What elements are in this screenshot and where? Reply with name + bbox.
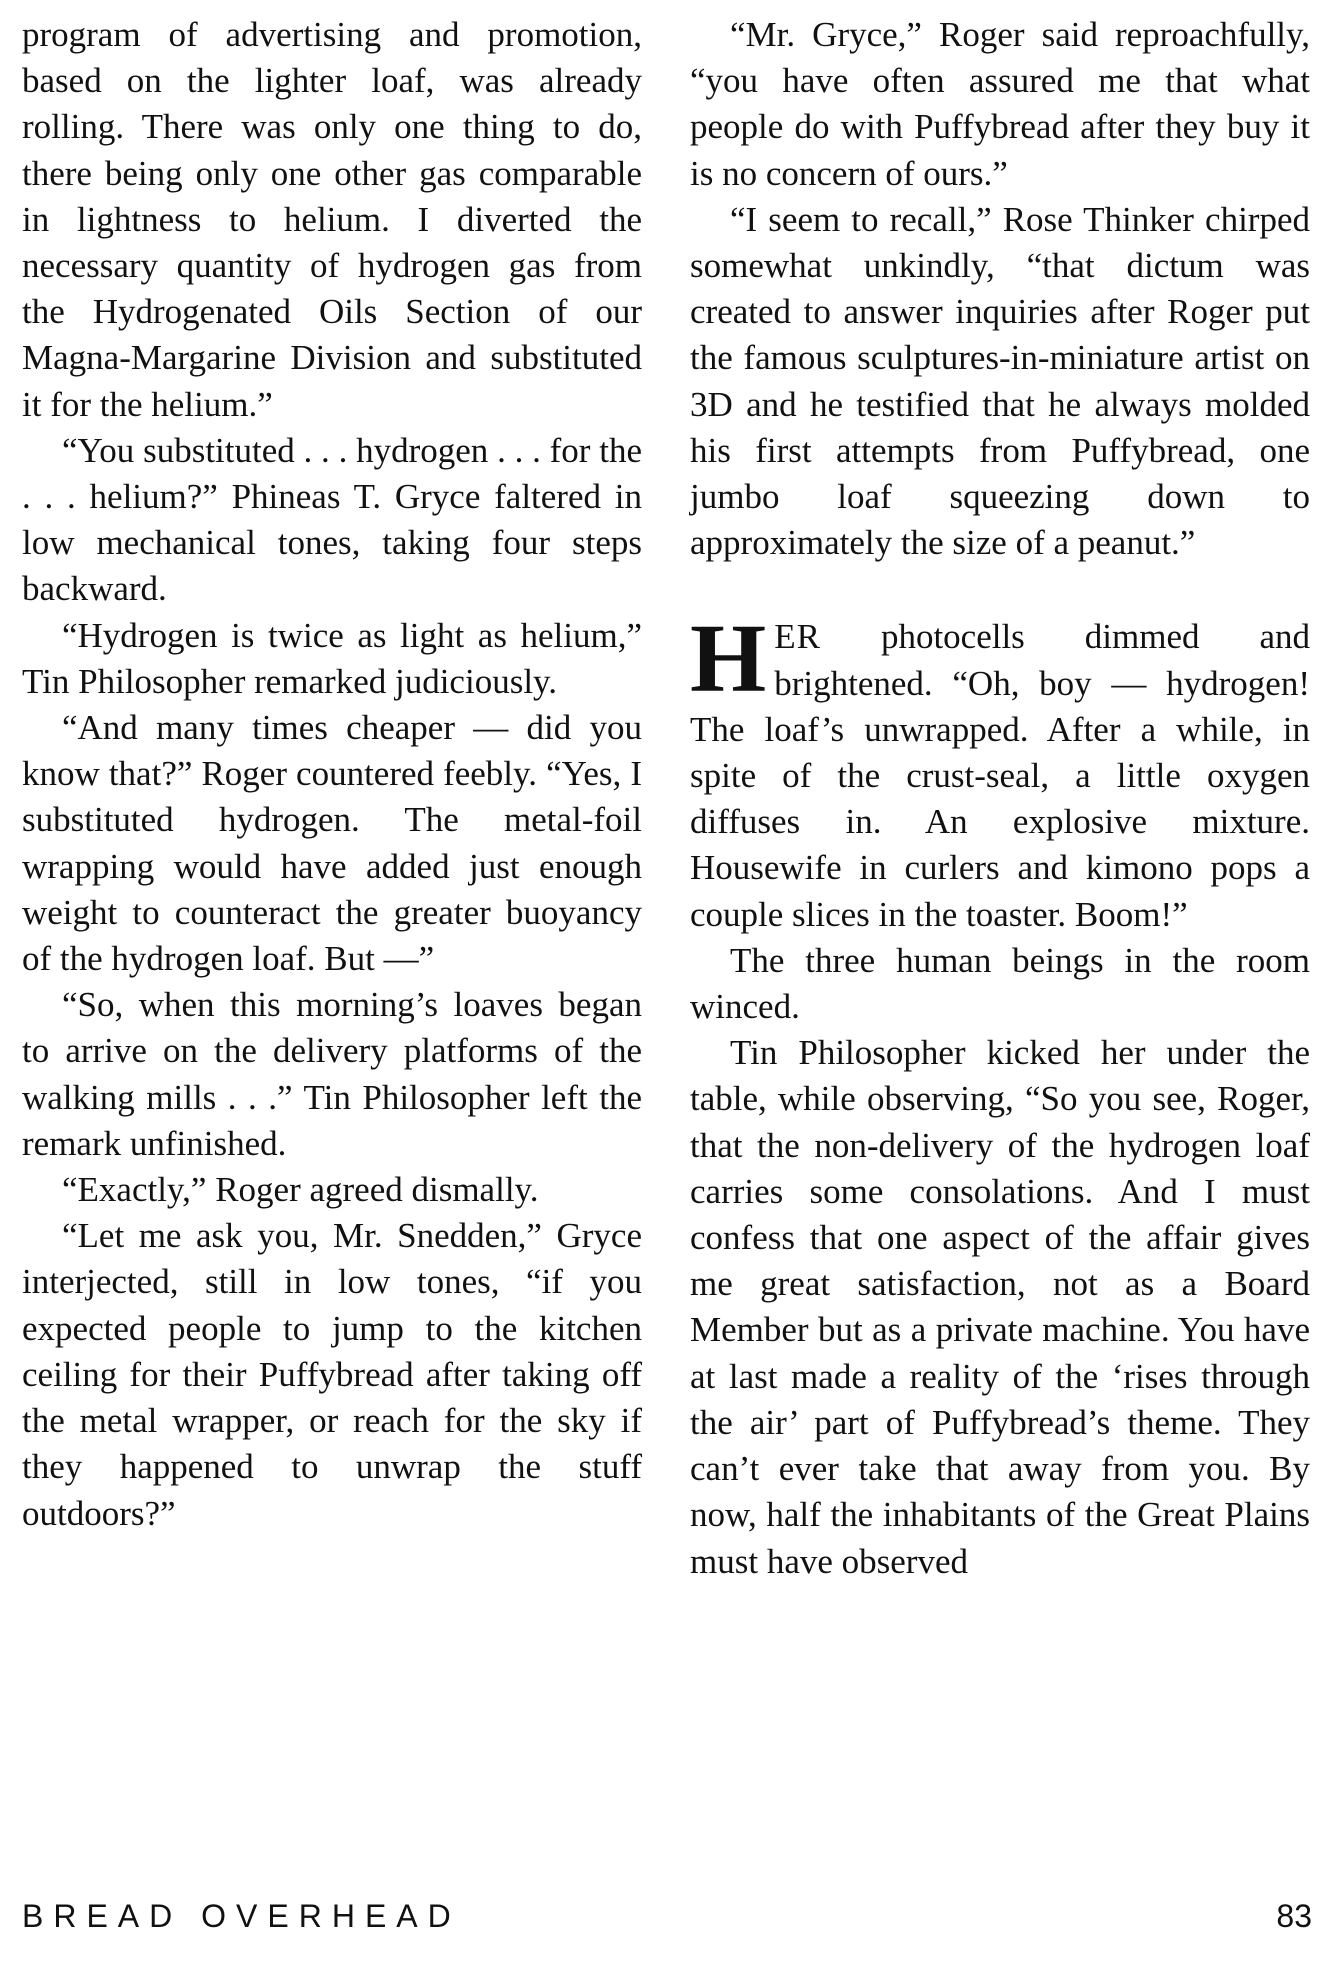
paragraph: “Let me ask you, Mr. Snedden,” Gryce interjected, still in low tones, “if you expected people to jump to the kitchen ceiling for their Puffybread after taking off the metal wrapper, or reach for the sky if they happened to unwrap the stuff outdoors?” <box>22 1216 642 1533</box>
paragraph-text: photocells dimmed and brightened. “Oh, boy — hydrogen! The loaf’s unwrapped. After a while, in spite of the crust-seal, a little oxygen diffuses in. An explosive mixture. Housewife in curlers and kimono pops a couple slices in the toaster. Boom!” <box>690 617 1310 934</box>
paragraph: The three human beings in the room winced. <box>690 940 1310 1027</box>
paragraph: Tin Philosopher kicked her under the table, while observing, “So you see, Roger, that the non-delivery of the hydrogen loaf carries some consolations. And I must confess that one aspect of the affair gives me great satisfaction, not as a Board Member but as a private machine. You have at last made a reality of the ‘rises through the air’ part of Puffybread’s theme. They can’t ever take that away from you. By now, half the inhabitants of the Great Plains must have observed <box>690 1033 1310 1581</box>
paragraph: “I seem to recall,” Rose Thinker chirped somewhat unkindly, “that dictum was created to answer inquiries after Roger put the famous sculptures-in-miniature artist on 3D and he testified that he always molded his first attempts from Puffybread, one jumbo loaf squeezing down to approximately the size of a peanut.” <box>690 199 1310 563</box>
page-footer <box>22 1898 1312 1942</box>
paragraph: “So, when this morning’s loaves began to arrive on the delivery platforms of the walking mills . . .” Tin Philosopher left the remark unfinished. <box>22 985 642 1163</box>
paragraph: program of advertising and promotion, based on the lighter loaf, was already rolling. There was only one thing to do, there being only one other gas comparable in lightness to helium. I diverted the necessary quantity of hydrogen gas from the Hydrogenated Oils Section of our Magna-Margarine Division and substituted it for the helium.” <box>22 15 642 424</box>
paragraph: “Hydrogen is twice as light as helium,” Tin Philosopher remarked judiciously. <box>22 615 642 701</box>
paragraph: “You substituted . . . hydrogen . . . for the . . . helium?” Phineas T. Gryce faltered in low mechanical tones, taking four steps backward. <box>22 430 642 609</box>
right-column <box>690 12 1310 1585</box>
running-head: BREAD OVERHEAD <box>22 1898 461 1934</box>
drop-cap: H <box>690 605 767 714</box>
dropcap-paragraph <box>690 605 1310 937</box>
page-number: 83 <box>1276 1898 1312 1934</box>
paragraph: “Exactly,” Roger agreed dismally. <box>62 1170 539 1210</box>
left-column <box>22 12 642 1537</box>
paragraph: “Mr. Gryce,” Roger said reproachfully, “you have often assured me that what people do with Puffybread after they buy it is no concern of ours.” <box>690 15 1310 193</box>
lead-in-caps: ER <box>774 617 821 657</box>
paragraph: “And many times cheaper — did you know that?” Roger countered feebly. “Yes, I substituted hydrogen. The metal-foil wrapping would have added just enough weight to counteract the greater buoyancy of the hydrogen loaf. But —” <box>22 708 642 979</box>
